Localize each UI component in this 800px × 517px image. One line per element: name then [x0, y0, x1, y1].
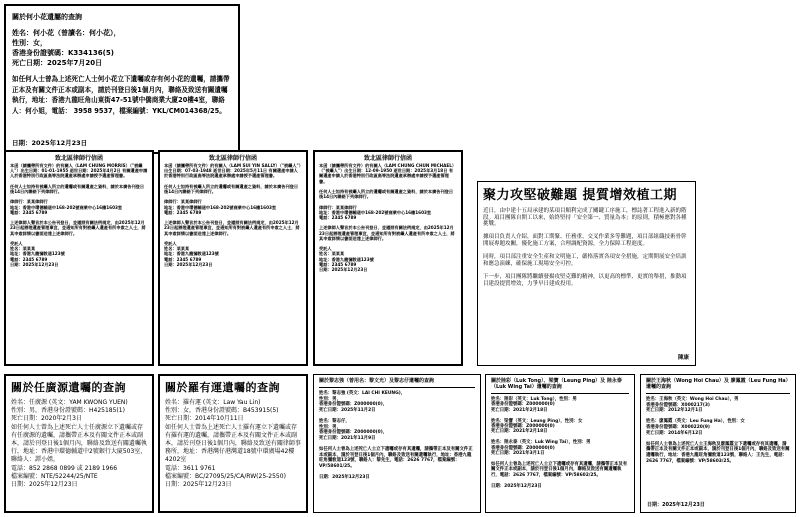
divider: [646, 393, 790, 394]
editorial-article: [477, 181, 696, 366]
legal-notice-body: 本函（請攜帶所有文件）的有關人（LAM SUI YIN SALLY）（"被繼人"）出生日期：07-03-1948 逝世日期：2025年5月11日 有關遺產申請人於香港特別行政區高等法院遺產承辦處申請授予遺產管理書。 任何人士如持有被繼人所立的遺囑或有關遺產之資料，請於本廣告刊登日後14日內聯絡下列律師行。 律師行：某某律師行 地址：香港中環德輔道中168-202號商業中心16樓1603室 電話：2345 6789 上述律師人聲言於本公告刊登日，並遵照有關法例規定，由2025年12月23日起辦理遺產管理事宜，並通知所有對被繼人遺產有所申索之人士，將其申索詳情以書面送達上述律師行。 受託人 姓名：某某某 地址：香港九龍彌敦道123號 電話：2345 6789 日期：2025年12月23日: [164, 163, 301, 267]
notice-title: 關於羅有運遺囑的查詢: [165, 381, 280, 394]
notice-ho-siu-fa: [4, 4, 240, 154]
legal-notice-c: [313, 150, 463, 366]
legal-notice-body: 本函（請攜帶所有文件）的有關人（LAM CHUNG CHUN MICHAEL）（"被繼人"）出生日期：12-09-1950 逝世日期：2025年3月18日 有關遺產申請人於香港特別行政區高等法院遺產承辦處申請授予遺產管理書。 任何人士如持有被繼人所立的遺囑或有關遺產之資料，請於本廣告刊登日後14日內聯絡下列律師行。 律師行：某某律師行 地址：香港中環德輔道中168-202號商業中心16樓1603室 電話：2345 6789 上述律師人聲言於本公告刊登日，並遵照有關法例規定，由2025年12月23日起辦理遺產管理事宜，並通知所有對被繼人遺產有所申索之人士，將其申索詳情以書面送達上述律師行。 受託人 姓名：某某某 地址：香港九龍彌敦道123號 電話：2345 6789 日期：2025年12月23日: [319, 163, 457, 273]
notice-date: 日期：2025年12月23日: [647, 502, 705, 508]
notice-body: 姓名：黎志強 (英文：LAI CHI KEUNG)， 性別：男， 香港身份證號碼：Z000000(0)， 死亡日期：2025年11月2日 姓名：黎志仔， 性別：男， 香港身份證號碼：Z000000(0)， 死亡日期：2021年11月9日 如任何人士曾為上述死亡人士立下遺囑或存有其遺囑，請攜帶正本及有關文件正本或副本，請於刊登日後1個月內，聯絡及致送有關遺囑執行，地址：香港九龍旺角彌敦道123號，聯絡人：黎先生，電話：2626 7767，檔案編號：VP/58601/25。 日期：2025年12月23日: [319, 391, 473, 480]
notice-wong-hoi-chau: [640, 374, 796, 513]
notice-body: 如任何人士曾為上述死亡人士何小花立下遺囑或存有何小花的遺囑，請攜帶正本及有關文件正本或副本，請於刊登日後1個月內，聯絡及致送有關遺囑執行，地址：香港九龍旺角山東街47-51號中僑商業大廈20樓4室，聯絡人：何小姐，電話： 3958 9537，檔案編號：YKL/CM014368/25。: [12, 75, 230, 115]
notice-line: 香港身份證號碼：K334136(5): [12, 49, 114, 57]
article-title: 聚力攻堅破難題 提質增效植工期: [483, 188, 678, 203]
legal-notice-b: [158, 150, 308, 366]
divider: [319, 387, 475, 388]
notice-heading: 關於黎志強（曾用名：黎文光）及黎志仔遺囑的查詢: [319, 378, 435, 384]
notice-heading: 關於陸彩（Luk Tong）、梁寶（Leung Ping）及 陸永泰（Luk Wing Tai）遺囑的查詢: [491, 378, 622, 390]
notice-line: 性別：女，: [12, 39, 47, 47]
notice-body: 姓名：王海秋（英文：Wong Hoi Chau），男 香港身份證號碼：X000217(3) 死亡日期：2012年12月1日 姓名：廖鳳霞（英文：Leu Fung Ha），性別：女 香港身份證號碼：X000220(9) 死亡日期：2014年6月12日 如任何人士曾為上述死亡人士王海秋及廖鳳霞立下遺囑或存有其遺囑，請攜帶正本及有關文件正本或副本，請於刊登日後1個月內，聯絡及致送有關遺囑執行，地址：香港九龍旺角彌敦道123號，聯絡人：王先生，電話：2626 7767，檔案編號：VP/58603/25。: [646, 397, 790, 464]
legal-notice-body: 本函（請攜帶所有文件）的有關人（LAM CHUNG MORRIS）（"被繼人"）出生日期：01-01-1955 逝世日期：2025年4月2日 有關遺產申請人於香港特別行政區高等法院遺產承辦處申請授予遺產管理書。 任何人士如持有被繼人所立的遺囑或有關遺產之資料，請於本廣告刊登日後14日內聯絡下列律師行。 律師行：某某律師行 地址：香港中環德輔道中168-202號商業中心16樓1603室 電話：2345 6789 上述律師人聲言於本公告刊登日，並遵照有關法例規定，由2025年12月23日起辦理遺產管理事宜，並通知所有對被繼人遺產有所申索之人士，將其申索詳情以書面送達上述律師行。 受託人 姓名：某某某 地址：香港九龍彌敦道123號 電話：2345 6789 日期：2025年12月23日: [10, 163, 148, 267]
notice-heading: 關於王海秋（Wong Hoi Chau）及 廖鳳霞（Leu Fung Ha）遺囑的查詢: [646, 378, 789, 390]
divider: [491, 393, 629, 394]
legal-notice-heading: 致北區律師行信函: [363, 155, 412, 162]
notice-lai-chi-keung: [313, 374, 481, 513]
notice-law-yau-lin: [158, 374, 308, 513]
notice-luk-tong: [485, 374, 635, 513]
notice-title: 關於何小花遺屬的查詢: [12, 13, 82, 21]
legal-notice-heading: 致北區律師行信函: [54, 155, 103, 162]
article-byline: 陳康: [677, 355, 689, 361]
notice-body: 姓名：陸彩（英文：Luk Tong），性別：男 香港身份證號碼：Z000000(0) 死亡日期：2021年2月18日 姓名：梁寶（英文：Leung Ping），性別：女 香港身份證號碼：Z000000(0) 死亡日期：2021年2月18日 姓名：陸永泰（英文：Luk Wing Tai），性別：男 香港身份證號碼：Z000000(0) 死亡日期：2021年3月1日 如任何人士曾為上述死亡人士立下遺囑或存有其遺囑，請攜帶正本及有關文件正本或副本，請於刊登日後1個月內，聯絡及致送有關遺囑執行，電話：2626 7767，檔案編號：VP/58602/25。 日期：2025年12月23日: [491, 397, 628, 489]
notice-body: 姓名：羅有運 (英文：Law Yau Lin) 性別：女，香港身份證號碼：B453915(5) 死亡日期：2014年10月11日 如任何人士曾為上述死亡人士羅有運立下遺囑或存有羅有運的遺囑，請攜帶正本及有關文件正本或副本，請於刊登日後1個月內，聯絡及致送有關律師事務所，地址：香港灣仔港灣道18號中環廣場42樓4202室 電話：3611 9761 檔案編號：BC/27095/25/CA/RW(25-2550) 日期：2025年12月23日: [165, 399, 301, 489]
article-body: 近日，由中建十五局承建的某項目順利完成了關鍵工序施工，標誌著工程進入新的階段。項目團隊自開工以來，始終堅持「安全第一、質量為本」的原則，積極應對各種挑戰。 據項目負責人介紹，面對工期緊、任務重、交叉作業多等難題，項目部組織技術骨幹開展專題攻關，優化施工方案，合理調配資源，全力保障工程進度。 同時，項目部注重安全生產和文明施工，嚴格落實各項安全措施，定期開展安全培訓和應急演練，確保施工現場安全可控。 下一步，項目團隊將繼續發揚攻堅克難的精神，以更高的標準、更實的舉措，推動項目建設提質增效，力爭早日建成投用。: [483, 208, 687, 287]
notice-yam-kwong-yuen: [4, 374, 154, 513]
legal-notice-heading: 致北區律師行信函: [208, 155, 257, 162]
notice-title: 關於任廣源遺囑的查詢: [11, 381, 126, 394]
notice-body: 姓名：任廣源 (英文：YAM KWONG YUEN) 性別：男，香港身份證號碼：H425185(1) 死亡日期：2020年2月3日 如任何人士曾為上述死亡人士任廣源立下遺囑或存有任廣源的遺囑，請攜帶正本及有關文件正本或副本，請於刊登日後1個月內，聯絡及致送有關遺囑執行，地址：香港中環德輔道中2號銀行大廈503室，聯絡人：譚小姐， 電話：852 2868 0899 或 2189 1966 檔案編號：NTE/52244/25/NTE 日期：2025年12月23日: [11, 399, 147, 489]
notice-line: 死亡日期：2025年7月20日: [12, 59, 103, 67]
legal-notice-a: [4, 150, 154, 366]
notice-line: 姓名：何小花（曾讀名：何小花），: [12, 29, 121, 37]
notice-date: 日期：2025年12月23日: [12, 139, 88, 147]
